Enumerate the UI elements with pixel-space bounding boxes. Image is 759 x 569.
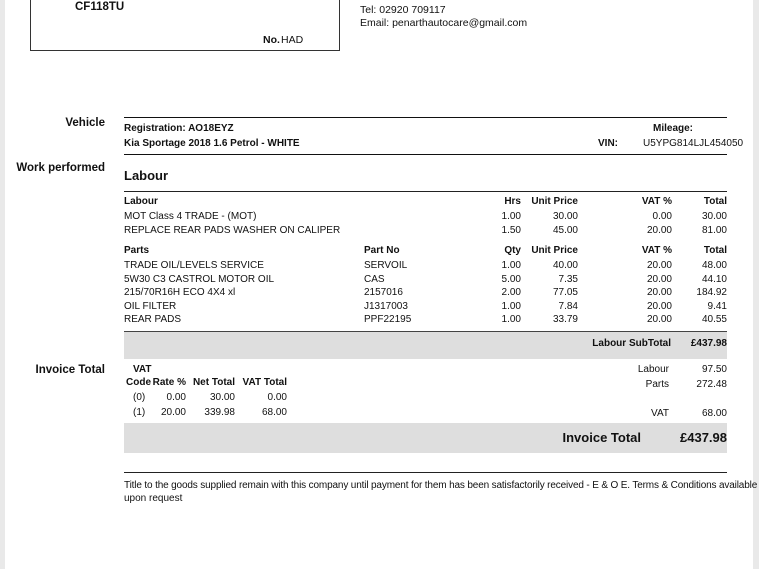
parts-col-partno: Part No [364,245,400,256]
parts-row-unit-price: 7.84 [558,300,578,312]
vat-title: VAT [133,364,152,375]
labour-row-hrs: 1.50 [501,225,521,236]
parts-row-unit-price: 7.35 [558,273,578,285]
labour-subtotal-label: Labour SubTotal [592,338,671,349]
parts-col-total: Total [703,245,727,256]
parts-row-qty: 1.00 [501,314,521,325]
vehicle-bottom-rule [124,154,727,155]
summary-labour-label: Labour [637,364,669,375]
labour-row-desc: REPLACE REAR PADS WASHER ON CALIPER [124,225,341,236]
vin-label: VIN: [598,138,618,149]
labour-row-vat: 0.00 [652,211,672,222]
parts-row-unit-price: 33.79 [552,314,578,325]
parts-col-qty: Qty [504,245,521,256]
vat-row-code: (0) [133,392,146,403]
parts-row-desc: REAR PADS [124,314,182,325]
vat-col-rate: Rate % [152,377,186,388]
parts-row-vat: 20.00 [646,300,672,312]
labour-subtotal-value: £437.98 [690,338,727,349]
parts-col-vat: VAT % [641,245,672,256]
vat-row-code: (1) [133,407,146,418]
customer-postcode: CF118TU [75,1,125,13]
parts-row-qty: 2.00 [501,287,521,298]
vat-row-net: 30.00 [209,392,235,403]
parts-row-qty: 5.00 [501,273,521,285]
vehicle-section-label: Vehicle [65,117,105,129]
parts-row-vat: 20.00 [646,287,672,298]
labour-rule [124,191,727,192]
parts-row-qty: 1.00 [501,300,521,312]
invoice-no-label: No. [263,34,280,46]
labour-col-hrs: Hrs [504,196,521,207]
summary-labour-value: 97.50 [701,364,727,375]
vin-value: U5YPG814LJL454050 [643,138,744,149]
vehicle-description: Kia Sportage 2018 1.6 Petrol - WHITE [124,138,300,149]
summary-vat-label: VAT [651,408,669,419]
labour-row-total: 81.00 [701,225,727,236]
parts-row-vat: 20.00 [646,260,672,271]
parts-row-desc: OIL FILTER [124,300,177,312]
parts-col-desc: Parts [124,245,150,256]
parts-row-desc: 215/70R16H ECO 4X4 xl [124,287,236,298]
labour-row-unit-price: 30.00 [552,211,578,222]
mileage-label: Mileage: [653,123,694,134]
labour-row-hrs: 1.00 [501,211,521,222]
vat-col-net: Net Total [192,377,235,388]
invoice-total-label: Invoice Total [562,430,641,445]
parts-row-unit-price: 77.05 [552,287,578,298]
invoice-no-value: HAD [281,34,304,46]
work-performed-label: Work performed [16,162,105,174]
parts-row-desc: 5W30 C3 CASTROL MOTOR OIL [124,273,275,285]
vehicle-registration: Registration: AO18EYZ [124,123,234,134]
vat-col-code: Code [126,377,151,388]
summary-vat-value: 68.00 [701,408,727,419]
labour-col-unit-price: Unit Price [531,196,578,207]
parts-row-partno: CAS [364,273,385,285]
labour-row-total: 30.00 [701,211,727,222]
parts-row-partno: J1317003 [364,300,408,312]
vat-row-vat: 0.00 [267,392,287,403]
company-email: Email: penarthautocare@gmail.com [360,17,528,29]
invoice-total-value: £437.98 [680,430,727,445]
vat-row-rate: 0.00 [166,392,186,403]
parts-row-desc: TRADE OIL/LEVELS SERVICE [124,260,264,271]
parts-row-total: 48.00 [701,260,727,271]
vat-row-vat: 68.00 [261,407,287,418]
parts-row-partno: SERVOIL [364,260,408,271]
invoice-page [5,0,758,569]
company-tel: Tel: 02920 709117 [360,4,446,16]
parts-row-total: 44.10 [701,273,727,285]
summary-parts-value: 272.48 [696,379,727,390]
labour-col-total: Total [703,196,727,207]
parts-row-total: 184.92 [696,287,727,298]
parts-row-vat: 20.00 [646,314,672,325]
footer-rule [124,472,727,473]
parts-row-partno: PPF22195 [364,314,412,325]
labour-row-vat: 20.00 [646,225,672,236]
vat-col-vat-total: VAT Total [242,377,287,388]
labour-col-vat: VAT % [641,196,672,207]
labour-row-unit-price: 45.00 [552,225,578,236]
terms-line-2: upon request [124,493,183,504]
parts-col-unit-price: Unit Price [531,245,578,256]
vat-row-rate: 20.00 [160,407,186,418]
parts-row-qty: 1.00 [501,260,521,271]
labour-row-desc: MOT Class 4 TRADE - (MOT) [124,211,257,222]
parts-row-partno: 2157016 [364,287,403,298]
parts-row-vat: 20.00 [646,273,672,285]
terms-line-1: Title to the goods supplied remain with this company until payment for them has been satisfactorily received - E & O E. Terms & Conditions available [124,480,758,491]
vat-row-net: 339.98 [204,407,235,418]
vehicle-top-rule [124,117,727,118]
parts-row-total: 40.55 [701,314,727,325]
summary-parts-label: Parts [645,379,669,390]
parts-row-unit-price: 40.00 [552,260,578,271]
labour-col-desc: Labour [124,196,158,207]
invoice-total-section-label: Invoice Total [35,364,105,376]
parts-row-total: 9.41 [707,300,727,312]
labour-title: Labour [124,168,169,183]
